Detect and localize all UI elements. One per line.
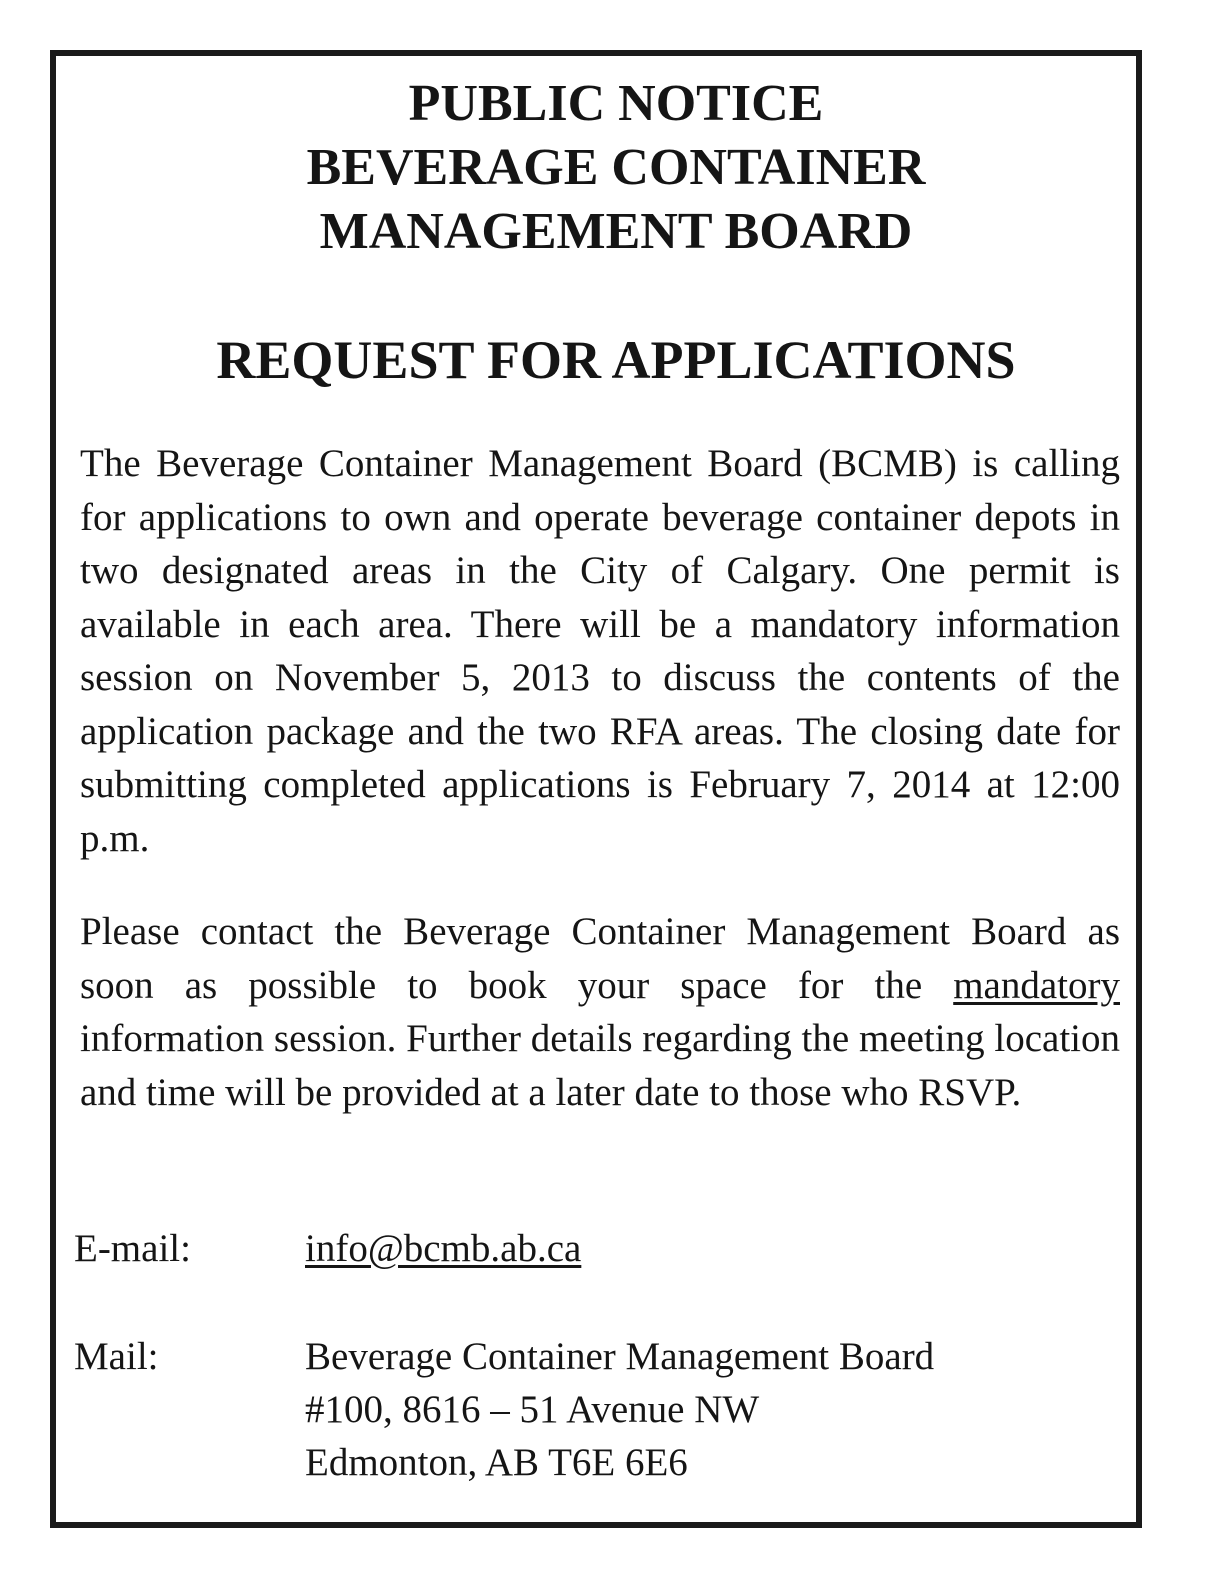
mail-address-line: Edmonton, AB T6E 6E6	[305, 1441, 688, 1484]
mandatory-emphasis: mandatory	[953, 963, 1120, 1007]
email-link[interactable]: info@bcmb.ab.ca	[305, 1227, 582, 1270]
mail-address-line: #100, 8616 – 51 Avenue NW	[305, 1388, 760, 1431]
request-heading: REQUEST FOR APPLICATIONS	[216, 330, 1016, 390]
contact-paragraph-start: Please contact the Beverage Container Management Board as soon as possible to book your space for the	[80, 910, 1120, 1007]
announcement-paragraph: The Beverage Container Management Board (BCMB) is calling for applications to own and operate beverage container depots in two designated areas in the City of Calgary. One permit is available in each area. There will be a mandatory information session on November 5, 2013 to discuss the contents of the application package and the two RFA areas. The closing date for submitting completed applications is February 7, 2014 at 12:00 p.m.	[80, 442, 1120, 860]
contact-paragraph-end: information session. Further details regarding the meeting location and time will be provided at a later date to those who RSVP.	[80, 1017, 1120, 1114]
mail-address-line: Beverage Container Management Board	[305, 1335, 935, 1378]
header-line-management-board: MANAGEMENT BOARD	[319, 203, 913, 260]
header-line-public-notice: PUBLIC NOTICE	[408, 75, 824, 132]
contact-paragraph	[80, 905, 1120, 1119]
mail-label: Mail:	[74, 1335, 159, 1378]
mail-address	[305, 1330, 934, 1489]
notice-header	[0, 72, 1232, 264]
email-label: E-mail:	[74, 1227, 191, 1270]
header-line-beverage-container: BEVERAGE CONTAINER	[306, 139, 926, 196]
